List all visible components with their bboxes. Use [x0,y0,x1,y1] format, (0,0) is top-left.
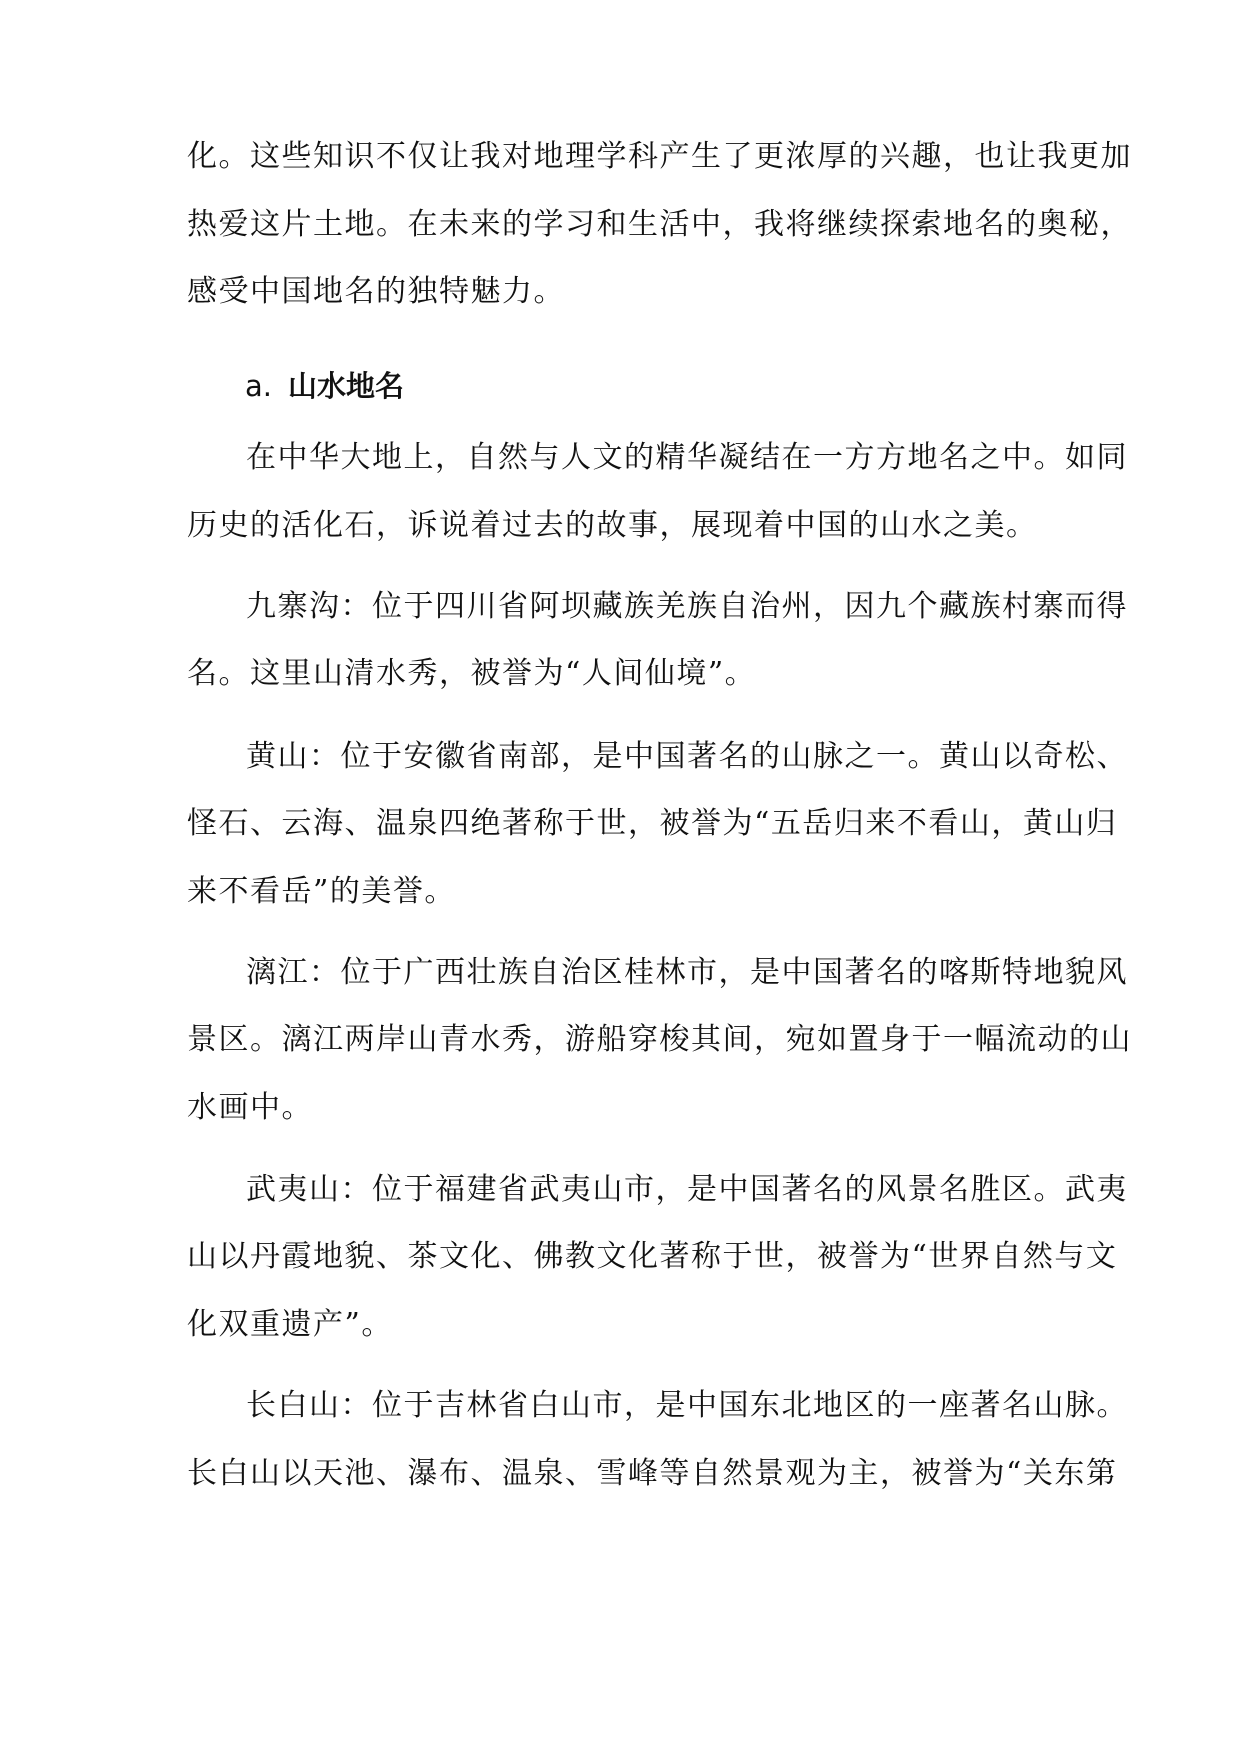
paragraph-2-line-1: 九寨沟：位于四川省阿坝藏族羌族自治州，因九个藏族村寨而得 [246,589,1128,624]
paragraph-3-line-1: 黄山：位于安徽省南部，是中国著名的山脉之一。黄山以奇松、 [246,739,1128,774]
paragraph-4-line-2: 景区。漓江两岸山青水秀，游船穿梭其间，宛如置身于一幅流动的山 [187,1022,1132,1057]
paragraph-3-line-2: 怪石、云海、温泉四绝著称于世，被誉为“五岳归来不看山，黄山归 [187,806,1118,841]
paragraph-4-line-3: 水画中。 [187,1090,313,1125]
intro-line-3: 感受中国地名的独特魅力。 [187,274,565,309]
paragraph-3-line-3: 来不看岳”的美誉。 [187,874,456,909]
paragraph-5-line-3: 化双重遗产”。 [187,1307,393,1342]
section-title: 山水地名 [288,369,405,403]
paragraph-1-line-1: 在中华大地上，自然与人文的精华凝结在一方方地名之中。如同 [246,440,1128,475]
paragraph-6-line-1: 长白山：位于吉林省白山市，是中国东北地区的一座著名山脉。 [246,1388,1128,1423]
paragraph-5-line-2: 山以丹霞地貌、茶文化、佛教文化著称于世，被誉为“世界自然与文 [187,1239,1118,1274]
intro-line-2: 热爱这片土地。在未来的学习和生活中，我将继续探索地名的奥秘， [187,207,1132,242]
paragraph-1-line-2: 历史的活化石，诉说着过去的故事，展现着中国的山水之美。 [187,508,1038,543]
paragraph-5-line-1: 武夷山：位于福建省武夷山市，是中国著名的风景名胜区。武夷 [246,1172,1128,1207]
paragraph-4-line-1: 漓江：位于广西壮族自治区桂林市，是中国著名的喀斯特地貌风 [246,955,1128,990]
paragraph-6-line-2: 长白山以天池、瀑布、温泉、雪峰等自然景观为主，被誉为“关东第 [187,1456,1118,1491]
paragraph-2-line-2: 名。这里山清水秀，被誉为“人间仙境”。 [187,656,757,691]
intro-line-1: 化。这些知识不仅让我对地理学科产生了更浓厚的兴趣，也让我更加 [187,139,1132,174]
section-marker: a. [245,369,272,403]
section-heading [245,366,404,406]
